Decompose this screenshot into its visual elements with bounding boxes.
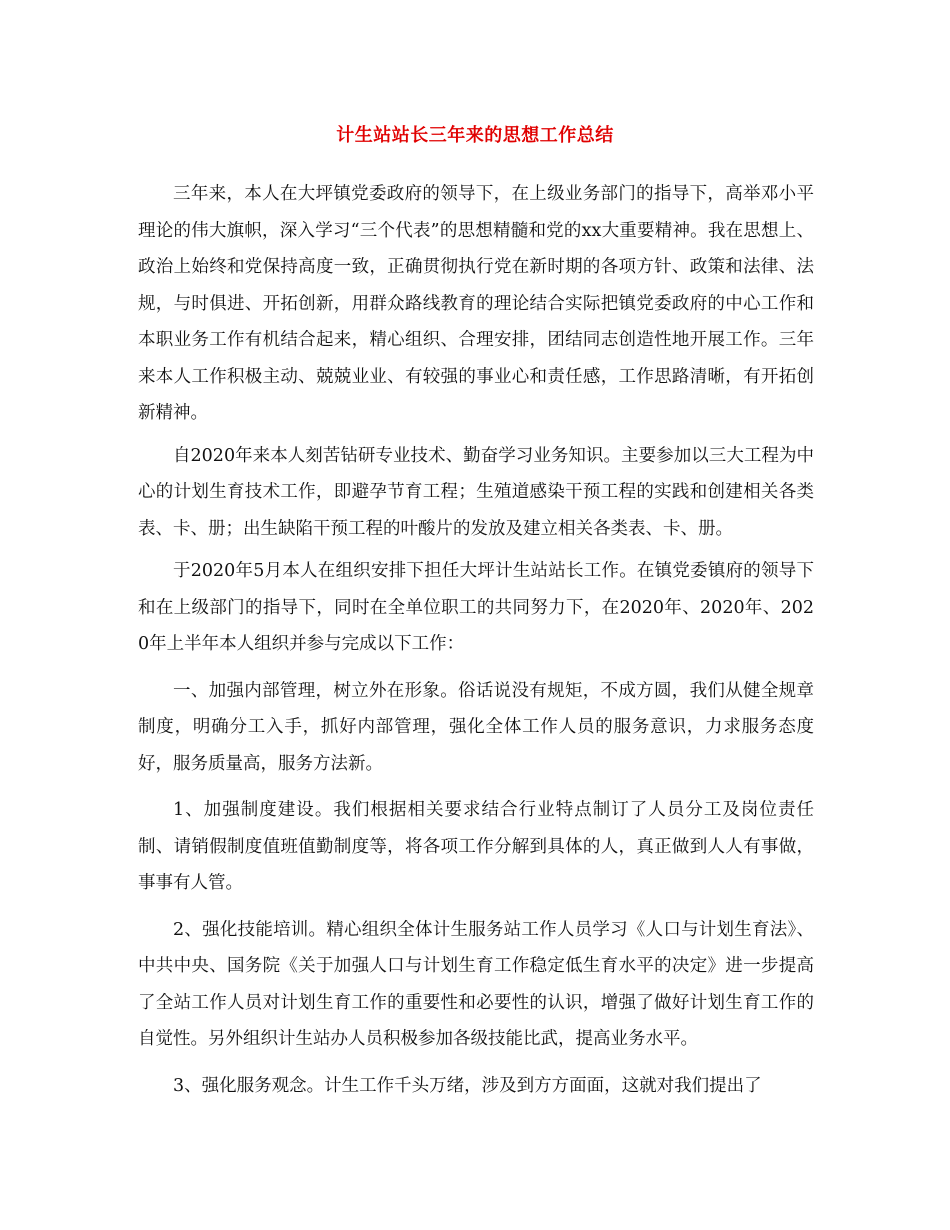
paragraph: 一、加强内部管理，树立外在形象。俗话说没有规矩，不成方圆，我们从健全规章制度，明确分工入手，抓好内部管理，强化全体工作人员的服务意识，力求服务态度好，服务质量高，服务方法新。 [138, 680, 814, 774]
paragraph: 2、强化技能培训。精心组织全体计生服务站工作人员学习《人口与计划生育法》、中共中央、国务院《关于加强人口与计划生育工作稳定低生育水平的决定》进一步提高了全站工作人员对计划生育工作的重要性和必要性的认识，增强了做好计划生育工作的自觉性。另外组织计生站办人员积极参加各级技能比武，提高业务水平。 [138, 919, 814, 1049]
paragraph: 3、强化服务观念。计生工作千头万绪，涉及到方方面面，这就对我们提出了 [173, 1075, 762, 1096]
paragraph: 三年来，本人在大坪镇党委政府的领导下，在上级业务部门的指导下，高举邓小平理论的伟大旗帜，深入学习“三个代表”的思想精髓和党的xx大重要精神。我在思想上、政治上始终和党保持高度一致，正确贯彻执行党在新时期的各项方针、政策和法律、法规，与时俱进、开拓创新，用群众路线教育的理论结合实际把镇党委政府的中心工作和本职业务工作有机结合起来，精心组织、合理安排，团结同志创造性地开展工作。三年来本人工作积极主动、兢兢业业、有较强的事业心和责任感，工作思路清晰，有开拓创新精神。 [138, 184, 814, 423]
document-title: 计生站站长三年来的思想工作总结 [336, 125, 614, 146]
paragraph: 1、加强制度建设。我们根据相关要求结合行业特点制订了人员分工及岗位责任制、请销假制度值班值勤制度等，将各项工作分解到具体的人，真正做到人人有事做，事事有人管。 [138, 800, 814, 893]
paragraph: 自2020年来本人刻苦钻研专业技术、勤奋学习业务知识。主要参加以三大工程为中心的计划生育技术工作，即避孕节育工程；生殖道感染干预工程的实践和创建相关各类表、卡、册；出生缺陷干预工程的叶酸片的发放及建立相关各类表、卡、册。 [138, 445, 814, 539]
paragraph: 于2020年5月本人在组织安排下担任大坪计生站站长工作。在镇党委镇府的领导下和在上级部门的指导下，同时在全单位职工的共同努力下，在2020年、2020年、2020年上半年本人组织并参与完成以下工作： [138, 561, 814, 654]
document-body [138, 176, 814, 1114]
